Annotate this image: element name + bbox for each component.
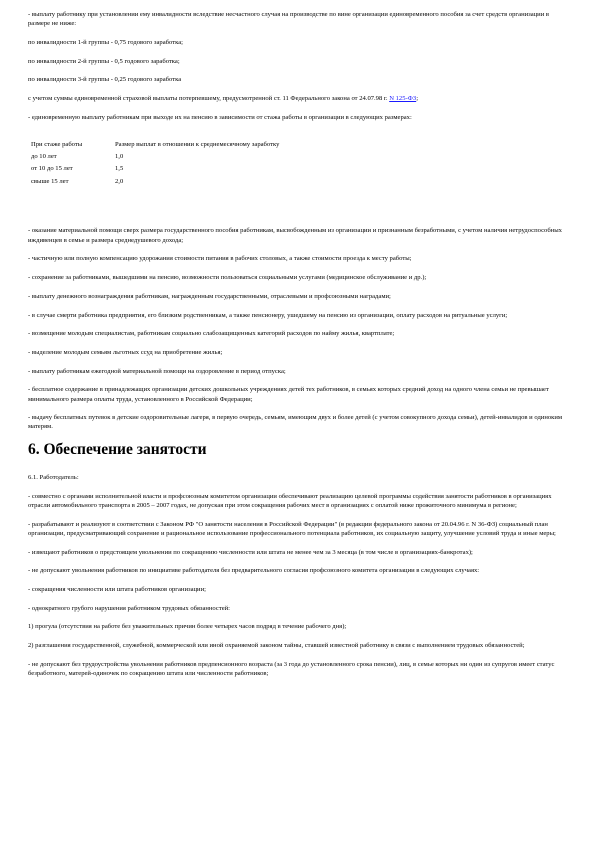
paragraph-funeral-expenses: - в случае смерти работника предприятия, его близким родственникам, а также пенсионеру, ушедшему на пенсию из организации, оплату расходов на ритуальные услуги;	[28, 311, 508, 319]
paragraph-housing-loans: - выделение молодым семьям льготных ссуд на приобретение жилья;	[28, 348, 223, 356]
paragraph-kindergarten: - бесплатное содержание в принадлежащих организации детских дошкольных учреждениях детей тех работников, в семьях которых средний доход на одного члена семьи не превышает минимального размера оплаты труда, установленного в Российской Федерации;	[28, 386, 549, 403]
paragraph-award-bonus: - выплату денежного вознаграждения работникам, награжденным государственными, отраслевыми и профсоюзными наградами;	[28, 292, 391, 300]
paragraph-preretirement: - не допускают без трудоустройства увольнения работников предпенсионного возраста (за 3 года до установленного срока пенсии), лиц, в семье которых ни один из супругов имеет статус безработного, матерей-одиночек по сокращению штата или численности работников;	[28, 660, 555, 678]
table-cell: 1,5	[115, 165, 124, 173]
paragraph-employer: 6.1. Работодатель:	[28, 474, 79, 482]
paragraph-insurance-text: с учетом суммы единовременной страховой выплаты потерпевшему, предусмотренной ст. 11 Федерального закона от 24.07.98 г.	[28, 95, 390, 103]
paragraph-secret-disclosure: 2) разглашения государственной, служебной, коммерческой или иной охраняемой законом тайны, ставшей известной работнику в связи с выполнением трудовых обязанностей;	[28, 642, 525, 650]
table-cell: от 10 до 15 лет	[31, 165, 73, 173]
paragraph-disability-group-1: по инвалидности 1-й группы - 0,75 годового заработка;	[28, 38, 183, 46]
table-cell: 2,0	[115, 177, 124, 185]
paragraph-disability-group-3: по инвалидности 3-й группы - 0,25 годового заработка	[28, 76, 182, 84]
paragraph-gross-violation: - однократного грубого нарушения работником трудовых обязанностей:	[28, 604, 230, 612]
paragraph-children-camps: - выдачу бесплатных путевок в детские оздоровительные лагеря, в первую очередь, семьям, имеющим двух и более детей (с учетом совокупного дохода семьи), детей-инвалидов и одиноким матерям.	[28, 414, 563, 431]
document-page	[28, 10, 568, 688]
paragraph-employment-program: - совместно с органами исполнительной власти и профсоюзным комитетом организации обеспечивают реализацию целевой программы содействия занятости работников в организациях отрасли автомобильного транспорта в 2005 – 2007 годах, не допуская при этом сокращения рабочих мест в организациях с оплатой ниже прожиточного минимума в регионе;	[28, 492, 552, 510]
paragraph-dismissal-notice: - извещают работников о предстоящем увольнении по сокращению численности или штата не менее чем за 3 месяца (в том числе в организациях-банкротах);	[28, 548, 473, 556]
spacer	[28, 187, 568, 226]
paragraph-staff-reduction: - сокращения численности или штата работников организации;	[28, 586, 206, 594]
paragraph-insurance-payment	[28, 94, 568, 103]
paragraph-social-services: - сохранение за работниками, вышедшими на пенсию, возможности пользоваться социальными услугами (медицинское обслуживание и др.);	[28, 274, 427, 282]
paragraph-insurance-end: ;	[416, 95, 419, 103]
paragraph-disability-group-2: по инвалидности 2-й группы - 0,5 годового заработка;	[28, 57, 180, 65]
paragraph-retirement-payment: - единовременную выплату работникам при выходе их на пенсию в зависимости от стажа работы в организации в следующих размерах:	[28, 113, 412, 121]
paragraph-dismissal-consent: - не допускают увольнения работников по инициативе работодателя без предварительного согласия профсоюзного комитета организации в следующих случаях:	[28, 567, 480, 575]
law-link[interactable]: N 125-ФЗ	[389, 95, 417, 103]
table-row	[31, 163, 355, 175]
paragraph-social-plan: - разрабатывают и реализуют в соответствии с Законом РФ "О занятости населения в Российской Федерации" (в редакции федерального закона от 20.04.96 г. N 36-ФЗ) социальный план организации, предусматривающий сохранение и рациональное использование профессионального потенциала работников, их социальную защиту, улучшение условий труда и иные меры;	[28, 520, 556, 537]
paragraph-material-aid: - оказание материальной помощи сверх размера государственного пособия работникам, высвобожденным из организации и признанным безработными, с учетом наличия нетрудоспособных иждивенцев в семье и размера среднедушевого дохода;	[28, 227, 562, 244]
paragraph-food-compensation: - частичную или полную компенсацию удорожания стоимости питания в рабочих столовых, а также стоимости проезда к месту работы;	[28, 255, 412, 263]
paragraph-disability-payment: - выплату работнику при установлении ему инвалидности вследствие несчастного случая на производстве по вине организации единовременного пособия за счет средств организации в размере не ниже:	[28, 11, 550, 28]
paragraph-absenteeism: 1) прогула (отсутствия на работе без уважительных причин более четырех часов подряд в течение рабочего дня);	[28, 623, 347, 631]
section-heading: 6. Обеспечение занятости	[28, 441, 207, 459]
table-cell: до 10 лет	[31, 153, 57, 160]
table-row	[31, 175, 355, 187]
table-cell: 1,0	[115, 153, 124, 160]
table-row	[31, 150, 355, 162]
table-header-row	[31, 138, 355, 150]
table-header-cell: При стаже работы	[31, 140, 83, 148]
table-cell: свыше 15 лет	[31, 177, 69, 185]
retirement-payment-table	[31, 138, 355, 188]
paragraph-housing-compensation: - возмещение молодым специалистам, работникам социально слабозащищенных категорий расходов по найму жилья, квартплате;	[28, 330, 395, 338]
paragraph-vacation-aid: - выплату работникам ежегодной материальной помощи на оздоровление в период отпуска;	[28, 367, 286, 375]
table-header-cell: Размер выплат в отношении к среднемесячному заработку	[115, 140, 280, 148]
